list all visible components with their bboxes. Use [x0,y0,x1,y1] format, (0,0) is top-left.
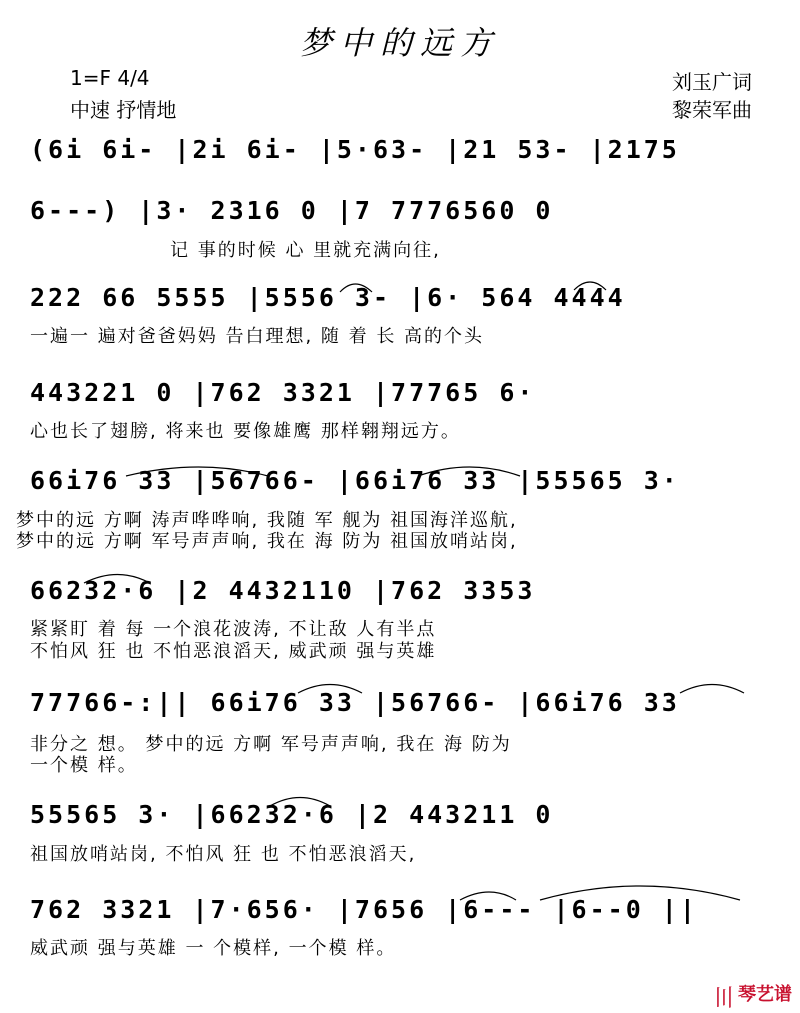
notation-line-1: (6i 6i- |2i 6i- |5·63- |21 53- |2175 [30,135,680,164]
lyric-line-6b: 不怕风 狂 也 不怕恶浪滔天, 威武顽 强与英雄 [30,641,437,662]
slur-arc [680,685,744,694]
lyric-line-5b: 梦中的远 方啊 军号声声响, 我在 海 防为 祖国放哨站岗, [16,531,518,552]
lyric-line-8a: 祖国放哨站岗, 不怕风 狂 也 不怕恶浪滔天, [30,844,417,865]
lyricist-credit: 刘玉广词 [672,70,752,94]
lyric-line-5a: 梦中的远 方啊 涛声哗哗响, 我随 军 舰为 祖国海洋巡航, [16,510,518,531]
lyric-line-2a: 记 事的时候 心 里就充满向往, [170,240,441,261]
notation-line-9: 762 3321 |7·656· |7656 |6--- |6--0 || [30,895,698,924]
lyric-line-7a: 非分之 想。 梦中的远 方啊 军号声声响, 我在 海 防为 [30,734,512,755]
lyric-line-4a: 心也长了翅膀, 将来也 要像雄鹰 那样翱翔远方。 [30,421,461,442]
notation-line-5: 66i76 33 |56766- |66i76 33 |55565 3· [30,466,680,495]
lyric-line-3a: 一遍一 遍对爸爸妈妈 告白理想, 随 着 长 高的个头 [30,326,485,347]
site-logo-icon: 〣 [712,984,736,1012]
page-title: 梦中的远方 [299,24,500,62]
notation-line-8: 55565 3· |66232·6 |2 443211 0 [30,800,554,829]
site-logo-text: 琴艺谱 [738,984,792,1005]
notation-line-3: 222 66 5555 |5556 3- |6· 564 4444 [30,283,626,312]
notation-line-6: 66232·6 |2 4432110 |762 3353 [30,576,536,605]
lyric-line-9a: 威武顽 强与英雄 一 个模样, 一个模 样。 [30,938,397,959]
notation-line-2: 6---) |3· 2316 0 |7 7776560 0 [30,196,554,225]
lyric-line-6a: 紧紧盯 着 每 一个浪花波涛, 不让敌 人有半点 [30,619,437,640]
notation-line-4: 443221 0 |762 3321 |77765 6· [30,378,536,407]
composer-credit: 黎荣军曲 [672,98,752,122]
tempo-marking: 中速 抒情地 [70,98,177,122]
key-signature: 1=F 4/4 [70,66,150,90]
notation-line-7: 77766-:|| 66i76 33 |56766- |66i76 33 [30,688,680,717]
lyric-line-7b: 一个模 样。 [30,755,138,776]
